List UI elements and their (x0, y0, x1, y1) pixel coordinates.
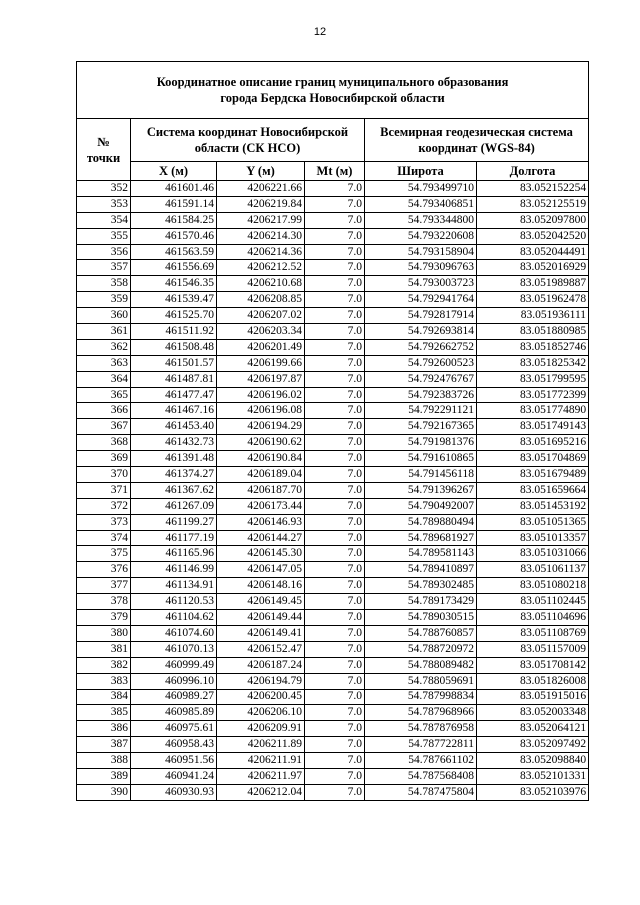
table-body (77, 181, 589, 801)
table-row (77, 419, 589, 435)
cell-mt: 7.0 (305, 705, 365, 721)
table-row (77, 753, 589, 769)
cell-x: 461501.57 (131, 355, 217, 371)
cell-longitude: 83.051989887 (477, 276, 589, 292)
cell-x: 461134.91 (131, 578, 217, 594)
cell-mt: 7.0 (305, 403, 365, 419)
cell-x: 460975.61 (131, 721, 217, 737)
table-row (77, 244, 589, 260)
cell-longitude: 83.051695216 (477, 435, 589, 451)
cell-point-number: 372 (77, 498, 131, 514)
table-row (77, 498, 589, 514)
cell-y: 4206149.41 (217, 625, 305, 641)
cell-point-number: 389 (77, 768, 131, 784)
table-row (77, 721, 589, 737)
cell-y: 4206201.49 (217, 339, 305, 355)
cell-point-number: 382 (77, 657, 131, 673)
table-row (77, 530, 589, 546)
cell-y: 4206221.66 (217, 181, 305, 197)
cell-longitude: 83.051031066 (477, 546, 589, 562)
table-row (77, 562, 589, 578)
cell-latitude: 54.787968966 (365, 705, 477, 721)
cell-x: 461563.59 (131, 244, 217, 260)
cell-y: 4206206.10 (217, 705, 305, 721)
cell-x: 461467.16 (131, 403, 217, 419)
cell-mt: 7.0 (305, 181, 365, 197)
cell-mt: 7.0 (305, 578, 365, 594)
table-row (77, 181, 589, 197)
cell-x: 461367.62 (131, 482, 217, 498)
cell-point-number: 358 (77, 276, 131, 292)
table-row (77, 689, 589, 705)
cell-mt: 7.0 (305, 737, 365, 753)
cell-mt: 7.0 (305, 689, 365, 705)
cell-latitude: 54.789410897 (365, 562, 477, 578)
cell-y: 4206144.27 (217, 530, 305, 546)
header-local-system: Система координат Новосибирской области (СК НСО) (131, 119, 365, 162)
cell-x: 461539.47 (131, 292, 217, 308)
cell-latitude: 54.787722811 (365, 737, 477, 753)
cell-mt: 7.0 (305, 514, 365, 530)
cell-latitude: 54.791456118 (365, 467, 477, 483)
cell-longitude: 83.051453192 (477, 498, 589, 514)
cell-point-number: 387 (77, 737, 131, 753)
cell-longitude: 83.051704869 (477, 451, 589, 467)
cell-longitude: 83.051852746 (477, 339, 589, 355)
cell-point-number: 379 (77, 610, 131, 626)
cell-longitude: 83.052098840 (477, 753, 589, 769)
cell-x: 461432.73 (131, 435, 217, 451)
cell-y: 4206147.05 (217, 562, 305, 578)
cell-x: 461546.35 (131, 276, 217, 292)
cell-mt: 7.0 (305, 530, 365, 546)
cell-mt: 7.0 (305, 641, 365, 657)
cell-latitude: 54.793499710 (365, 181, 477, 197)
table-title-line-2: города Бердска Новосибирской области (220, 91, 445, 105)
cell-latitude: 54.787568408 (365, 768, 477, 784)
cell-point-number: 374 (77, 530, 131, 546)
table-row (77, 308, 589, 324)
cell-mt: 7.0 (305, 212, 365, 228)
cell-point-number: 354 (77, 212, 131, 228)
cell-longitude: 83.051774890 (477, 403, 589, 419)
cell-latitude: 54.792291121 (365, 403, 477, 419)
cell-y: 4206210.68 (217, 276, 305, 292)
cell-longitude: 83.052064121 (477, 721, 589, 737)
table-row (77, 625, 589, 641)
cell-latitude: 54.789581143 (365, 546, 477, 562)
cell-mt: 7.0 (305, 784, 365, 800)
cell-latitude: 54.789880494 (365, 514, 477, 530)
cell-longitude: 83.052125519 (477, 196, 589, 212)
table-row (77, 482, 589, 498)
cell-longitude: 83.052042520 (477, 228, 589, 244)
cell-point-number: 370 (77, 467, 131, 483)
cell-x: 460996.10 (131, 673, 217, 689)
cell-point-number: 385 (77, 705, 131, 721)
cell-mt: 7.0 (305, 355, 365, 371)
cell-longitude: 83.051659664 (477, 482, 589, 498)
cell-x: 461074.60 (131, 625, 217, 641)
table-row (77, 514, 589, 530)
cell-latitude: 54.788760857 (365, 625, 477, 641)
table-row (77, 737, 589, 753)
table-row (77, 387, 589, 403)
cell-longitude: 83.052044491 (477, 244, 589, 260)
cell-longitude: 83.052097800 (477, 212, 589, 228)
cell-mt: 7.0 (305, 467, 365, 483)
cell-mt: 7.0 (305, 768, 365, 784)
cell-x: 460951.56 (131, 753, 217, 769)
header-longitude: Долгота (477, 162, 589, 181)
cell-x: 461374.27 (131, 467, 217, 483)
table-row (77, 546, 589, 562)
cell-latitude: 54.789302485 (365, 578, 477, 594)
cell-longitude: 83.051915016 (477, 689, 589, 705)
cell-latitude: 54.792383726 (365, 387, 477, 403)
cell-y: 4206209.91 (217, 721, 305, 737)
header-y: Y (м) (217, 162, 305, 181)
cell-longitude: 83.051061137 (477, 562, 589, 578)
cell-y: 4206196.02 (217, 387, 305, 403)
cell-mt: 7.0 (305, 324, 365, 340)
table-row (77, 292, 589, 308)
cell-mt: 7.0 (305, 276, 365, 292)
cell-longitude: 83.051962478 (477, 292, 589, 308)
cell-mt: 7.0 (305, 673, 365, 689)
coordinates-table (76, 61, 589, 801)
cell-latitude: 54.787998834 (365, 689, 477, 705)
cell-latitude: 54.792817914 (365, 308, 477, 324)
cell-longitude: 83.052152254 (477, 181, 589, 197)
cell-x: 460989.27 (131, 689, 217, 705)
page-number: 12 (313, 26, 327, 38)
cell-x: 460999.49 (131, 657, 217, 673)
cell-point-number: 366 (77, 403, 131, 419)
cell-mt: 7.0 (305, 260, 365, 276)
cell-point-number: 384 (77, 689, 131, 705)
cell-mt: 7.0 (305, 546, 365, 562)
header-point-number: № точки (77, 119, 131, 181)
cell-longitude: 83.051826008 (477, 673, 589, 689)
table-row (77, 324, 589, 340)
table-row (77, 657, 589, 673)
table-row (77, 276, 589, 292)
cell-x: 461508.48 (131, 339, 217, 355)
cell-latitude: 54.793344800 (365, 212, 477, 228)
cell-y: 4206190.62 (217, 435, 305, 451)
cell-longitude: 83.051104696 (477, 610, 589, 626)
cell-latitude: 54.789030515 (365, 610, 477, 626)
cell-point-number: 380 (77, 625, 131, 641)
cell-point-number: 365 (77, 387, 131, 403)
cell-point-number: 356 (77, 244, 131, 260)
cell-y: 4206146.93 (217, 514, 305, 530)
cell-y: 4206211.91 (217, 753, 305, 769)
cell-x: 461165.96 (131, 546, 217, 562)
cell-point-number: 357 (77, 260, 131, 276)
cell-point-number: 353 (77, 196, 131, 212)
cell-point-number: 360 (77, 308, 131, 324)
cell-mt: 7.0 (305, 292, 365, 308)
cell-y: 4206212.04 (217, 784, 305, 800)
cell-mt: 7.0 (305, 610, 365, 626)
table-row (77, 260, 589, 276)
cell-point-number: 388 (77, 753, 131, 769)
table-row (77, 673, 589, 689)
cell-y: 4206194.79 (217, 673, 305, 689)
cell-latitude: 54.792600523 (365, 355, 477, 371)
cell-x: 460941.24 (131, 768, 217, 784)
cell-longitude: 83.051708142 (477, 657, 589, 673)
cell-x: 460958.43 (131, 737, 217, 753)
cell-point-number: 377 (77, 578, 131, 594)
cell-latitude: 54.792662752 (365, 339, 477, 355)
cell-latitude: 54.792693814 (365, 324, 477, 340)
cell-mt: 7.0 (305, 753, 365, 769)
cell-longitude: 83.051880985 (477, 324, 589, 340)
cell-point-number: 373 (77, 514, 131, 530)
cell-point-number: 386 (77, 721, 131, 737)
cell-point-number: 368 (77, 435, 131, 451)
cell-latitude: 54.789681927 (365, 530, 477, 546)
cell-y: 4206211.97 (217, 768, 305, 784)
cell-y: 4206199.66 (217, 355, 305, 371)
table-row (77, 594, 589, 610)
cell-x: 461104.62 (131, 610, 217, 626)
cell-x: 461391.48 (131, 451, 217, 467)
cell-point-number: 375 (77, 546, 131, 562)
cell-longitude: 83.051080218 (477, 578, 589, 594)
cell-x: 461120.53 (131, 594, 217, 610)
cell-point-number: 361 (77, 324, 131, 340)
cell-x: 461199.27 (131, 514, 217, 530)
table-row (77, 196, 589, 212)
cell-longitude: 83.051102445 (477, 594, 589, 610)
cell-x: 461584.25 (131, 212, 217, 228)
cell-mt: 7.0 (305, 308, 365, 324)
table-row (77, 451, 589, 467)
cell-x: 461570.46 (131, 228, 217, 244)
cell-latitude: 54.793220608 (365, 228, 477, 244)
cell-latitude: 54.788089482 (365, 657, 477, 673)
cell-y: 4206219.84 (217, 196, 305, 212)
cell-y: 4206187.24 (217, 657, 305, 673)
table-row (77, 212, 589, 228)
table-row (77, 578, 589, 594)
cell-mt: 7.0 (305, 625, 365, 641)
cell-mt: 7.0 (305, 419, 365, 435)
cell-y: 4206214.30 (217, 228, 305, 244)
cell-mt: 7.0 (305, 562, 365, 578)
cell-mt: 7.0 (305, 387, 365, 403)
cell-latitude: 54.790492007 (365, 498, 477, 514)
table-row (77, 610, 589, 626)
cell-point-number: 367 (77, 419, 131, 435)
table-row (77, 339, 589, 355)
cell-point-number: 352 (77, 181, 131, 197)
cell-y: 4206149.44 (217, 610, 305, 626)
cell-point-number: 369 (77, 451, 131, 467)
cell-mt: 7.0 (305, 451, 365, 467)
table-row (77, 435, 589, 451)
cell-x: 461146.99 (131, 562, 217, 578)
table-row (77, 784, 589, 800)
cell-longitude: 83.052003348 (477, 705, 589, 721)
header-mt: Mt (м) (305, 162, 365, 181)
cell-latitude: 54.792941764 (365, 292, 477, 308)
cell-latitude: 54.793003723 (365, 276, 477, 292)
cell-y: 4206187.70 (217, 482, 305, 498)
cell-x: 461477.47 (131, 387, 217, 403)
cell-x: 461070.13 (131, 641, 217, 657)
cell-mt: 7.0 (305, 657, 365, 673)
cell-y: 4206152.47 (217, 641, 305, 657)
cell-longitude: 83.051749143 (477, 419, 589, 435)
cell-y: 4206196.08 (217, 403, 305, 419)
cell-longitude: 83.051772399 (477, 387, 589, 403)
cell-mt: 7.0 (305, 594, 365, 610)
cell-longitude: 83.052016929 (477, 260, 589, 276)
cell-y: 4206203.34 (217, 324, 305, 340)
cell-latitude: 54.792476767 (365, 371, 477, 387)
cell-x: 461177.19 (131, 530, 217, 546)
cell-x: 460985.89 (131, 705, 217, 721)
cell-x: 461591.14 (131, 196, 217, 212)
cell-point-number: 383 (77, 673, 131, 689)
cell-longitude: 83.051157009 (477, 641, 589, 657)
cell-x: 461525.70 (131, 308, 217, 324)
table-row (77, 705, 589, 721)
table-row (77, 355, 589, 371)
cell-point-number: 371 (77, 482, 131, 498)
cell-x: 461453.40 (131, 419, 217, 435)
cell-x: 461601.46 (131, 181, 217, 197)
table-row (77, 228, 589, 244)
cell-y: 4206148.16 (217, 578, 305, 594)
cell-point-number: 376 (77, 562, 131, 578)
cell-point-number: 363 (77, 355, 131, 371)
cell-x: 461511.92 (131, 324, 217, 340)
table-title-line-1: Координатное описание границ муниципального образования (156, 75, 509, 89)
cell-longitude: 83.051936111 (477, 308, 589, 324)
cell-longitude: 83.051013357 (477, 530, 589, 546)
cell-longitude: 83.051799595 (477, 371, 589, 387)
table-row (77, 371, 589, 387)
cell-mt: 7.0 (305, 371, 365, 387)
cell-longitude: 83.052097492 (477, 737, 589, 753)
header-latitude: Широта (365, 162, 477, 181)
cell-longitude: 83.051679489 (477, 467, 589, 483)
header-x: X (м) (131, 162, 217, 181)
cell-mt: 7.0 (305, 498, 365, 514)
cell-y: 4206190.84 (217, 451, 305, 467)
cell-latitude: 54.788059691 (365, 673, 477, 689)
cell-latitude: 54.791396267 (365, 482, 477, 498)
cell-y: 4206145.30 (217, 546, 305, 562)
cell-y: 4206173.44 (217, 498, 305, 514)
cell-latitude: 54.793406851 (365, 196, 477, 212)
cell-y: 4206212.52 (217, 260, 305, 276)
cell-latitude: 54.792167365 (365, 419, 477, 435)
cell-latitude: 54.791610865 (365, 451, 477, 467)
cell-mt: 7.0 (305, 435, 365, 451)
cell-y: 4206197.87 (217, 371, 305, 387)
cell-longitude: 83.051108769 (477, 625, 589, 641)
table-row (77, 403, 589, 419)
cell-mt: 7.0 (305, 339, 365, 355)
cell-latitude: 54.787475804 (365, 784, 477, 800)
header-wgs-system: Всемирная геодезическая система координат (WGS-84) (365, 119, 589, 162)
cell-point-number: 362 (77, 339, 131, 355)
cell-x: 460930.93 (131, 784, 217, 800)
cell-latitude: 54.788720972 (365, 641, 477, 657)
cell-y: 4206211.89 (217, 737, 305, 753)
cell-mt: 7.0 (305, 482, 365, 498)
cell-y: 4206208.85 (217, 292, 305, 308)
cell-y: 4206200.45 (217, 689, 305, 705)
cell-point-number: 359 (77, 292, 131, 308)
cell-mt: 7.0 (305, 721, 365, 737)
cell-point-number: 390 (77, 784, 131, 800)
cell-longitude: 83.051051365 (477, 514, 589, 530)
cell-latitude: 54.793158904 (365, 244, 477, 260)
cell-point-number: 355 (77, 228, 131, 244)
cell-latitude: 54.787661102 (365, 753, 477, 769)
cell-longitude: 83.052101331 (477, 768, 589, 784)
cell-mt: 7.0 (305, 196, 365, 212)
cell-latitude: 54.791981376 (365, 435, 477, 451)
table-title (77, 62, 589, 119)
cell-latitude: 54.793096763 (365, 260, 477, 276)
cell-y: 4206189.04 (217, 467, 305, 483)
cell-mt: 7.0 (305, 228, 365, 244)
cell-x: 461267.09 (131, 498, 217, 514)
cell-longitude: 83.051825342 (477, 355, 589, 371)
cell-longitude: 83.052103976 (477, 784, 589, 800)
table-row (77, 768, 589, 784)
cell-x: 461556.69 (131, 260, 217, 276)
cell-y: 4206194.29 (217, 419, 305, 435)
cell-y: 4206214.36 (217, 244, 305, 260)
cell-y: 4206217.99 (217, 212, 305, 228)
cell-latitude: 54.787876958 (365, 721, 477, 737)
table-row (77, 641, 589, 657)
cell-point-number: 378 (77, 594, 131, 610)
cell-latitude: 54.789173429 (365, 594, 477, 610)
cell-point-number: 364 (77, 371, 131, 387)
cell-y: 4206149.45 (217, 594, 305, 610)
cell-y: 4206207.02 (217, 308, 305, 324)
cell-point-number: 381 (77, 641, 131, 657)
cell-mt: 7.0 (305, 244, 365, 260)
table-row (77, 467, 589, 483)
cell-x: 461487.81 (131, 371, 217, 387)
